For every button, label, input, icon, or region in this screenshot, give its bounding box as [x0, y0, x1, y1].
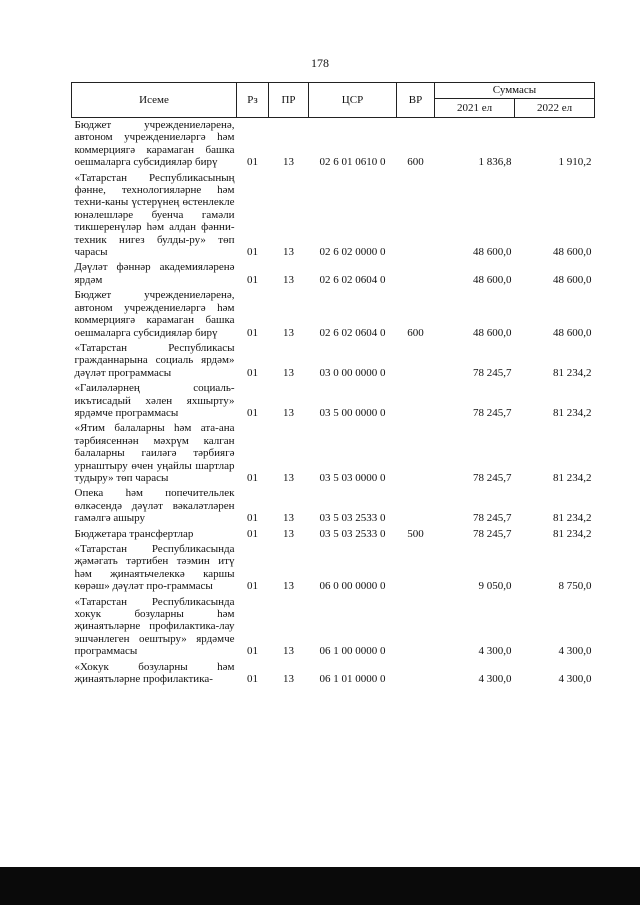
cell-2021: 1 836,8 — [478, 156, 512, 169]
header-rz: Рз — [237, 83, 269, 118]
cell-2022: 8 750,0 — [558, 580, 592, 593]
table-row — [72, 527, 595, 542]
cell-vr — [397, 421, 435, 486]
cell-csr: 03 5 00 0000 0 — [319, 406, 386, 419]
table-row — [72, 118, 595, 171]
cell-2022: 81 234,2 — [553, 512, 592, 525]
header-csr: ЦСР — [309, 83, 397, 118]
cell-name: «Татарстан Республикасында хокук бозуларны һәм җинаятьләрне профилактика-лау эшчәнлеген оештыру» ярдәмче программасы — [74, 595, 235, 658]
table-row — [72, 660, 595, 688]
cell-csr: 03 0 00 0000 0 — [319, 366, 386, 379]
cell-vr: 600 — [407, 156, 424, 169]
table-row — [72, 595, 595, 660]
cell-csr: 03 5 03 2533 0 — [319, 512, 386, 525]
cell-name: «Татарстан Республикасы гражданнарына социаль ярдәм» дәүләт программасы — [74, 341, 235, 379]
cell-csr: 02 6 02 0604 0 — [319, 326, 386, 339]
cell-rz: 01 — [247, 580, 258, 593]
cell-name: «Хокук бозуларны һәм җинаятьләрне профилактика- — [74, 660, 235, 686]
cell-csr: 02 6 02 0604 0 — [319, 273, 386, 286]
cell-vr: 600 — [407, 326, 424, 339]
cell-pr: 13 — [283, 527, 294, 540]
cell-vr — [397, 595, 435, 660]
cell-vr — [397, 171, 435, 261]
cell-name: «Гаиләләрнең социаль-икътисадый хәлен яхшырту» ярдәмче программасы — [74, 382, 235, 419]
cell-csr: 02 6 02 0000 0 — [319, 246, 386, 259]
header-sums: Суммасы — [435, 83, 595, 99]
cell-rz: 01 — [247, 673, 258, 686]
cell-csr: 06 1 00 0000 0 — [319, 645, 386, 658]
cell-2021: 48 600,0 — [473, 326, 512, 339]
cell-pr: 13 — [283, 471, 294, 484]
table-header — [72, 83, 595, 118]
cell-2022: 81 234,2 — [553, 366, 592, 379]
cell-vr: 500 — [407, 527, 424, 540]
cell-2021: 4 300,0 — [478, 645, 512, 658]
table-row — [72, 288, 595, 341]
cell-name: Бюджетара трансфертлар — [74, 527, 194, 540]
table-row — [72, 171, 595, 261]
cell-rz: 01 — [247, 406, 258, 419]
cell-2022: 48 600,0 — [553, 246, 592, 259]
table-row — [72, 381, 595, 421]
header-year-2022: 2022 ел — [515, 98, 595, 117]
cell-2021: 78 245,7 — [473, 366, 512, 379]
cell-rz: 01 — [247, 273, 258, 286]
cell-2021: 78 245,7 — [473, 512, 512, 525]
cell-2022: 1 910,2 — [558, 156, 592, 169]
budget-table — [71, 82, 595, 687]
header-vr: ВР — [397, 83, 435, 118]
cell-csr: 03 5 03 2533 0 — [319, 527, 386, 540]
table-row — [72, 486, 595, 526]
cell-pr: 13 — [283, 673, 294, 686]
cell-2021: 78 245,7 — [473, 471, 512, 484]
cell-pr: 13 — [283, 156, 294, 169]
table-body — [72, 118, 595, 688]
cell-csr: 02 6 01 0610 0 — [319, 156, 386, 169]
cell-2022: 48 600,0 — [553, 326, 592, 339]
table-row — [72, 341, 595, 381]
cell-pr: 13 — [283, 366, 294, 379]
cell-name: Опека һәм попечительлек өлкәсендә дәүләт вәкаләтләрен гамәлгә ашыру — [74, 487, 235, 525]
cell-pr: 13 — [283, 406, 294, 419]
cell-pr: 13 — [283, 512, 294, 525]
cell-2022: 81 234,2 — [553, 471, 592, 484]
cell-rz: 01 — [247, 366, 258, 379]
cell-vr — [397, 381, 435, 421]
cell-rz: 01 — [247, 156, 258, 169]
scan-bottom-edge — [0, 867, 640, 905]
cell-name: «Татарстан Республикасында җәмәгать тәртибен тәэмин итү һәм җинаятьчелеккә каршы көрәш» дәүләт про-граммасы — [74, 543, 235, 593]
cell-2022: 81 234,2 — [553, 406, 592, 419]
cell-2021: 78 245,7 — [473, 527, 512, 540]
cell-pr: 13 — [283, 580, 294, 593]
table-row — [72, 542, 595, 595]
cell-2021: 4 300,0 — [478, 673, 512, 686]
cell-rz: 01 — [247, 512, 258, 525]
cell-pr: 13 — [283, 273, 294, 286]
cell-rz: 01 — [247, 645, 258, 658]
cell-vr — [397, 660, 435, 688]
cell-csr: 03 5 03 0000 0 — [319, 471, 386, 484]
cell-2021: 48 600,0 — [473, 246, 512, 259]
cell-rz: 01 — [247, 527, 258, 540]
cell-csr: 06 1 01 0000 0 — [319, 673, 386, 686]
cell-vr — [397, 542, 435, 595]
cell-vr — [397, 341, 435, 381]
cell-name: Бюджет учреждениеләренә, автоном учреждениеләргә һәм коммерциягә карамаган башка оешмаларга субсидияләр бирү — [74, 289, 235, 339]
cell-pr: 13 — [283, 246, 294, 259]
cell-name: Бюджет учреждениеләренә, автоном учреждениеләргә һәм коммерциягә карамаган башка оешмаларга субсидияләр бирү — [74, 119, 235, 169]
cell-2022: 4 300,0 — [558, 645, 592, 658]
cell-name: «Ятим балаларны һәм ата-ана тәрбиясеннән мәхрүм калган балаларны гаиләгә тәрбиягә урнаштыру өчен уңайлы шартлар тудыру» төп чарасы — [74, 422, 235, 484]
cell-2021: 48 600,0 — [473, 273, 512, 286]
table-row — [72, 421, 595, 486]
cell-vr — [397, 486, 435, 526]
table-row — [72, 260, 595, 288]
cell-2022: 81 234,2 — [553, 527, 592, 540]
header-pr: ПР — [269, 83, 309, 118]
cell-2022: 48 600,0 — [553, 273, 592, 286]
cell-rz: 01 — [247, 326, 258, 339]
cell-pr: 13 — [283, 326, 294, 339]
cell-2022: 4 300,0 — [558, 673, 592, 686]
cell-rz: 01 — [247, 246, 258, 259]
cell-2021: 78 245,7 — [473, 406, 512, 419]
cell-rz: 01 — [247, 471, 258, 484]
header-name: Исеме — [72, 83, 237, 118]
cell-2021: 9 050,0 — [478, 580, 512, 593]
cell-name: «Татарстан Республикасының фәнне, технологияләрне һәм техни-каны үстерүнең өстенлекле юнәлешләре буенча гамәли тикшеренүләр һәм алдан фәнни-техник нигез булды-ру» төп чарасы — [74, 171, 235, 259]
page-number: 178 — [311, 56, 329, 70]
cell-name: Дәүләт фәннәр академияләренә ярдәм — [74, 261, 235, 286]
header-year-2021: 2021 ел — [435, 98, 515, 117]
cell-pr: 13 — [283, 645, 294, 658]
cell-vr — [397, 260, 435, 288]
cell-csr: 06 0 00 0000 0 — [319, 580, 386, 593]
